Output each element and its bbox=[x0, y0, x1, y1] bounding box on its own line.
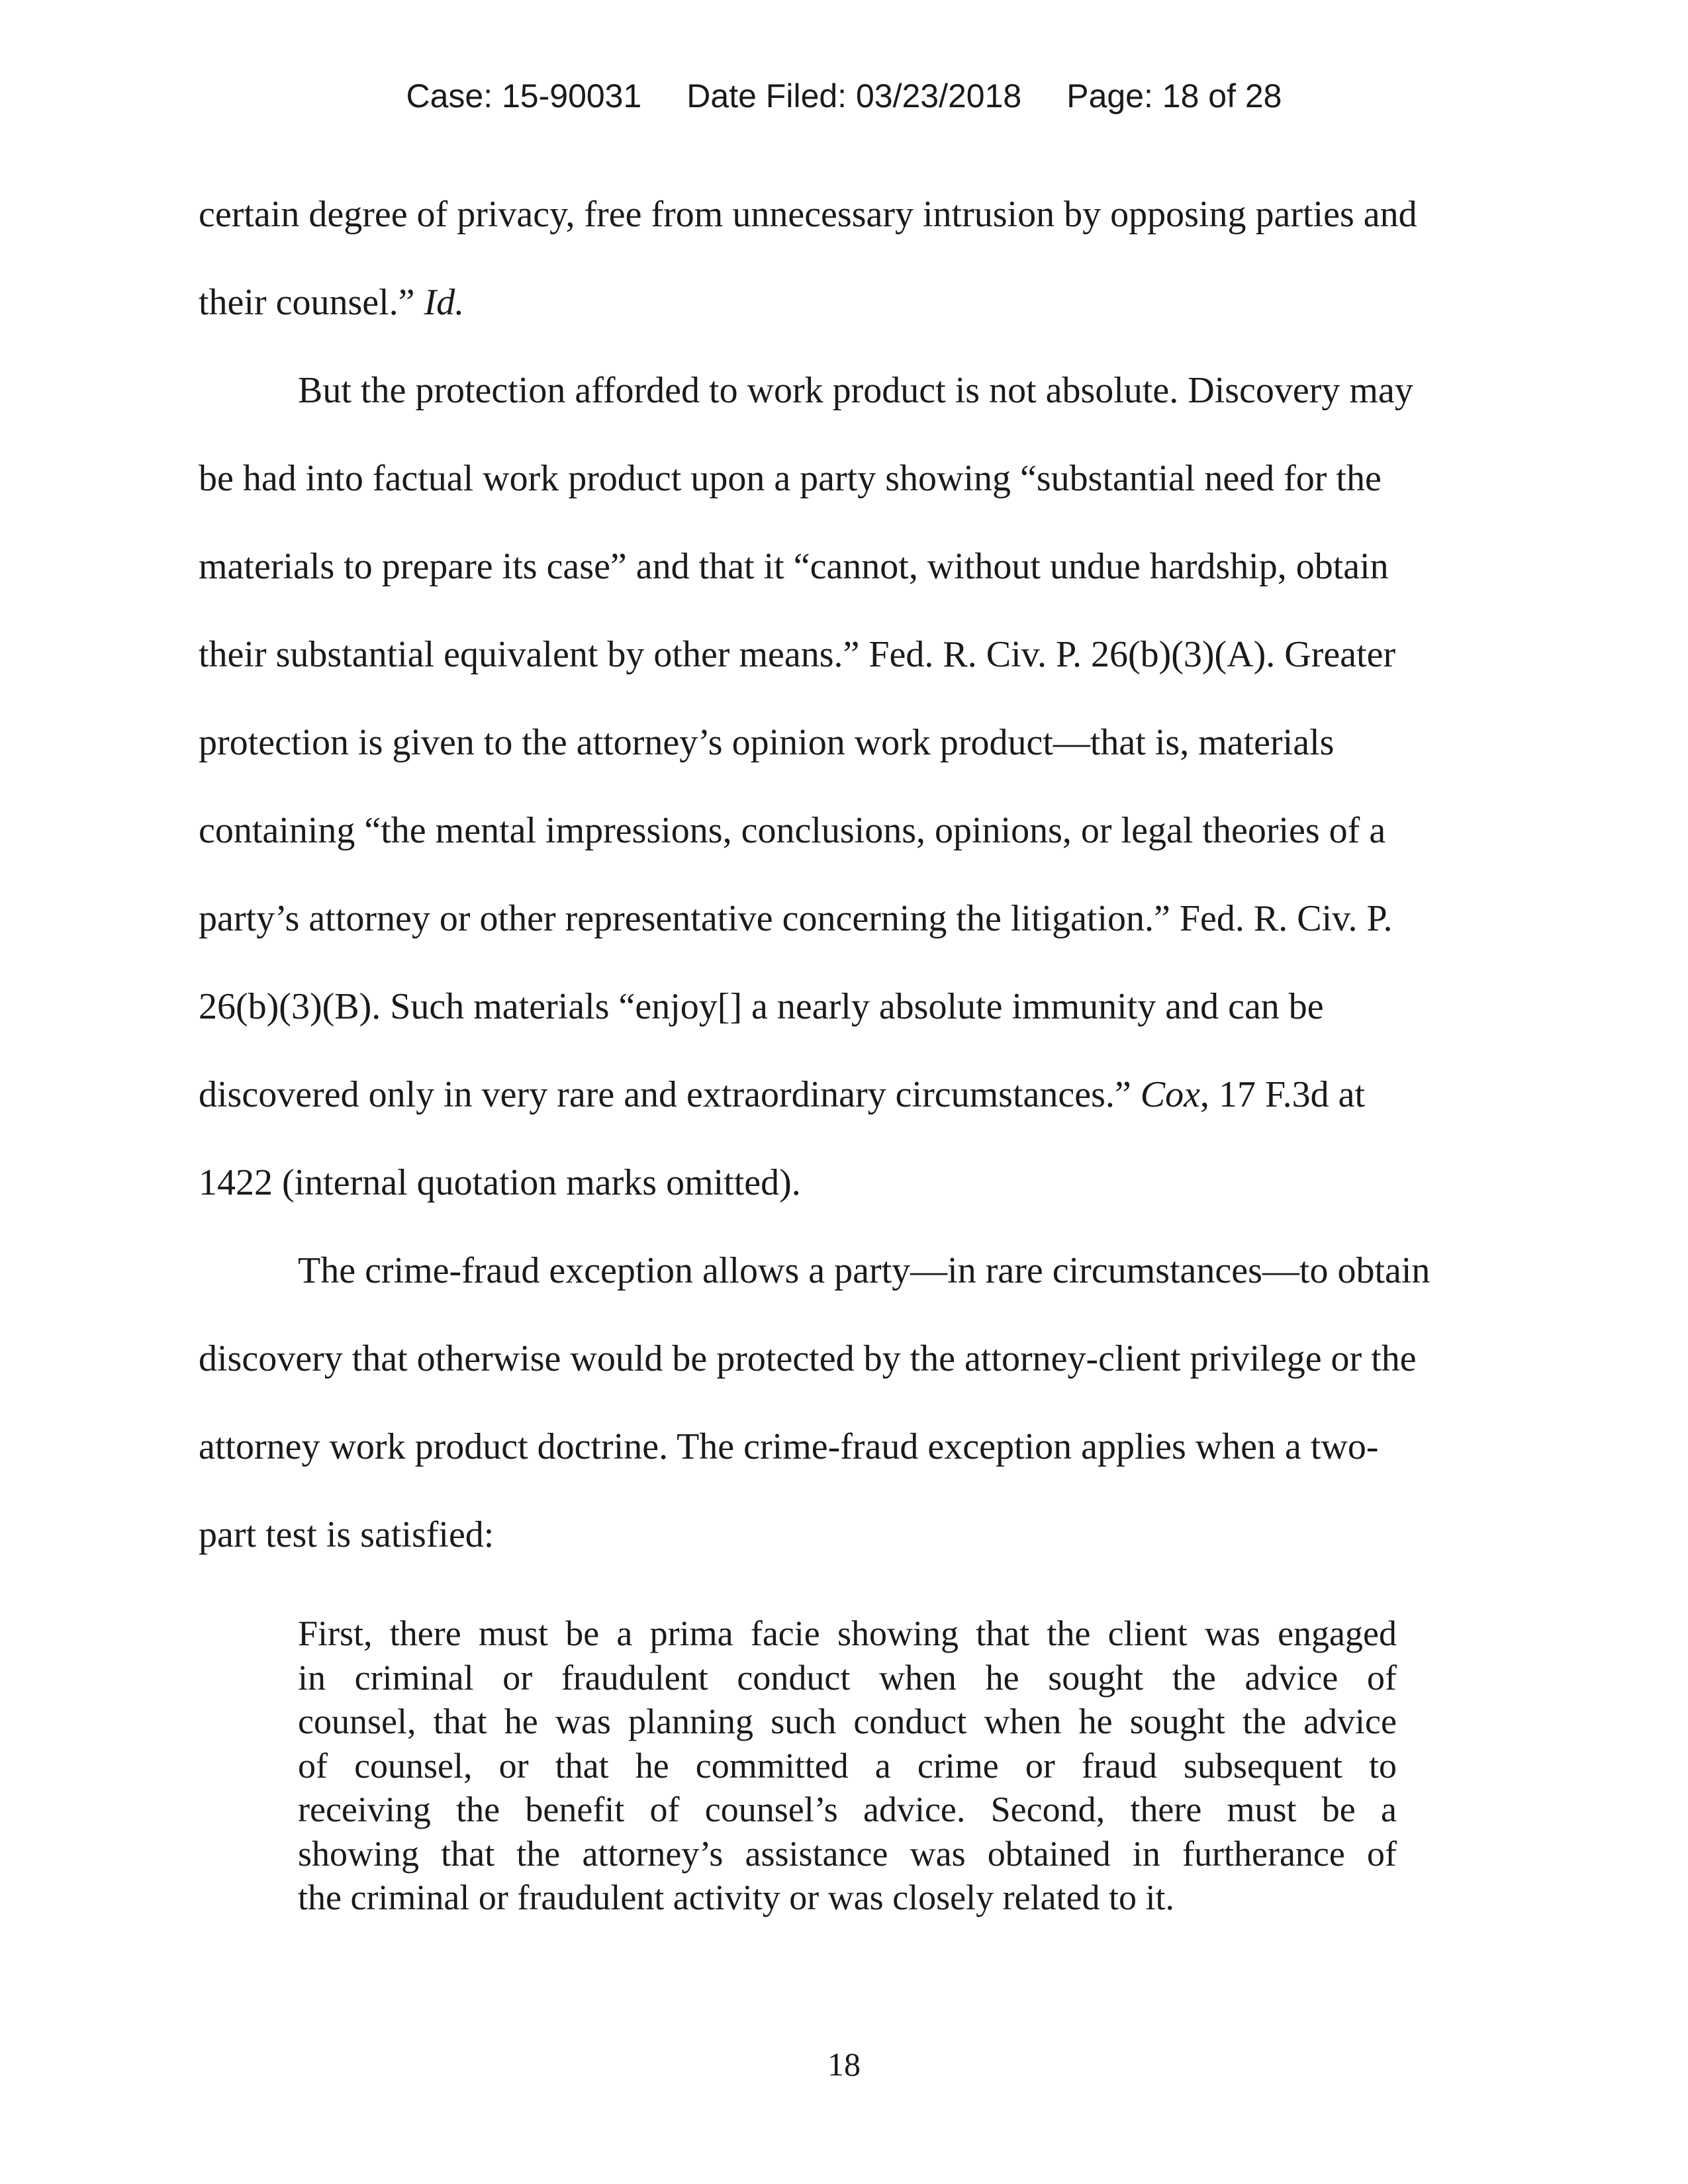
body-line: their substantial equivalent by other means.” Fed. R. Civ. P. 26(b)(3)(A). Greater bbox=[199, 634, 1396, 675]
body-line: attorney work product doctrine. The crime-fraud exception applies when a two- bbox=[199, 1426, 1379, 1467]
body-line: discovery that otherwise would be protected by the attorney-client privilege or the bbox=[199, 1338, 1417, 1379]
date-filed: Date Filed: 03/23/2018 bbox=[686, 77, 1022, 114]
page-indicator: Page: 18 of 28 bbox=[1066, 77, 1282, 114]
quote-line: the criminal or fraudulent activity or was closely related to it. bbox=[298, 1878, 1175, 1917]
page-number: 18 bbox=[827, 2046, 861, 2083]
body-line: protection is given to the attorney’s opinion work product—that is, materials bbox=[199, 722, 1335, 763]
body-line: The crime-fraud exception allows a party—in rare circumstances—to obtain bbox=[298, 1250, 1430, 1291]
case-number: Case: 15-90031 bbox=[406, 77, 642, 114]
quote-line: receiving the benefit of counsel’s advice. Second, there must be a bbox=[298, 1790, 1397, 1829]
body-line: their counsel.” Id. bbox=[199, 282, 465, 323]
body-line: part test is satisfied: bbox=[199, 1514, 494, 1555]
body-line: But the protection afforded to work product is not absolute. Discovery may bbox=[298, 370, 1413, 411]
body-line: materials to prepare its case” and that it “cannot, without undue hardship, obtain bbox=[199, 546, 1389, 587]
citation-id: Id. bbox=[424, 282, 465, 323]
quote-line: First, there must be a prima facie showing that the client was engaged bbox=[298, 1614, 1397, 1653]
body-line: certain degree of privacy, free from unnecessary intrusion by opposing parties and bbox=[199, 194, 1417, 235]
quote-line: showing that the attorney’s assistance was obtained in furtherance of bbox=[298, 1833, 1397, 1874]
block-quote bbox=[298, 1612, 1397, 1920]
body-line: be had into factual work product upon a party showing “substantial need for the bbox=[199, 458, 1382, 499]
quote-line: in criminal or fraudulent conduct when he sought the advice of bbox=[298, 1657, 1397, 1698]
body-line: containing “the mental impressions, conclusions, opinions, or legal theories of a bbox=[199, 810, 1386, 851]
body-line: 1422 (internal quotation marks omitted). bbox=[199, 1162, 801, 1203]
citation-cox: Cox bbox=[1140, 1074, 1200, 1115]
body-line: discovered only in very rare and extraordinary circumstances.” Cox, 17 F.3d at bbox=[199, 1074, 1366, 1115]
quote-line: counsel, that he was planning such conduct when he sought the advice bbox=[298, 1702, 1397, 1741]
body-line: 26(b)(3)(B). Such materials “enjoy[] a nearly absolute immunity and can be bbox=[199, 986, 1324, 1027]
case-header bbox=[0, 77, 1688, 115]
quote-line: of counsel, or that he committed a crime or fraud subsequent to bbox=[298, 1745, 1397, 1786]
body-line: party’s attorney or other representative concerning the litigation.” Fed. R. Civ. P. bbox=[199, 898, 1393, 939]
